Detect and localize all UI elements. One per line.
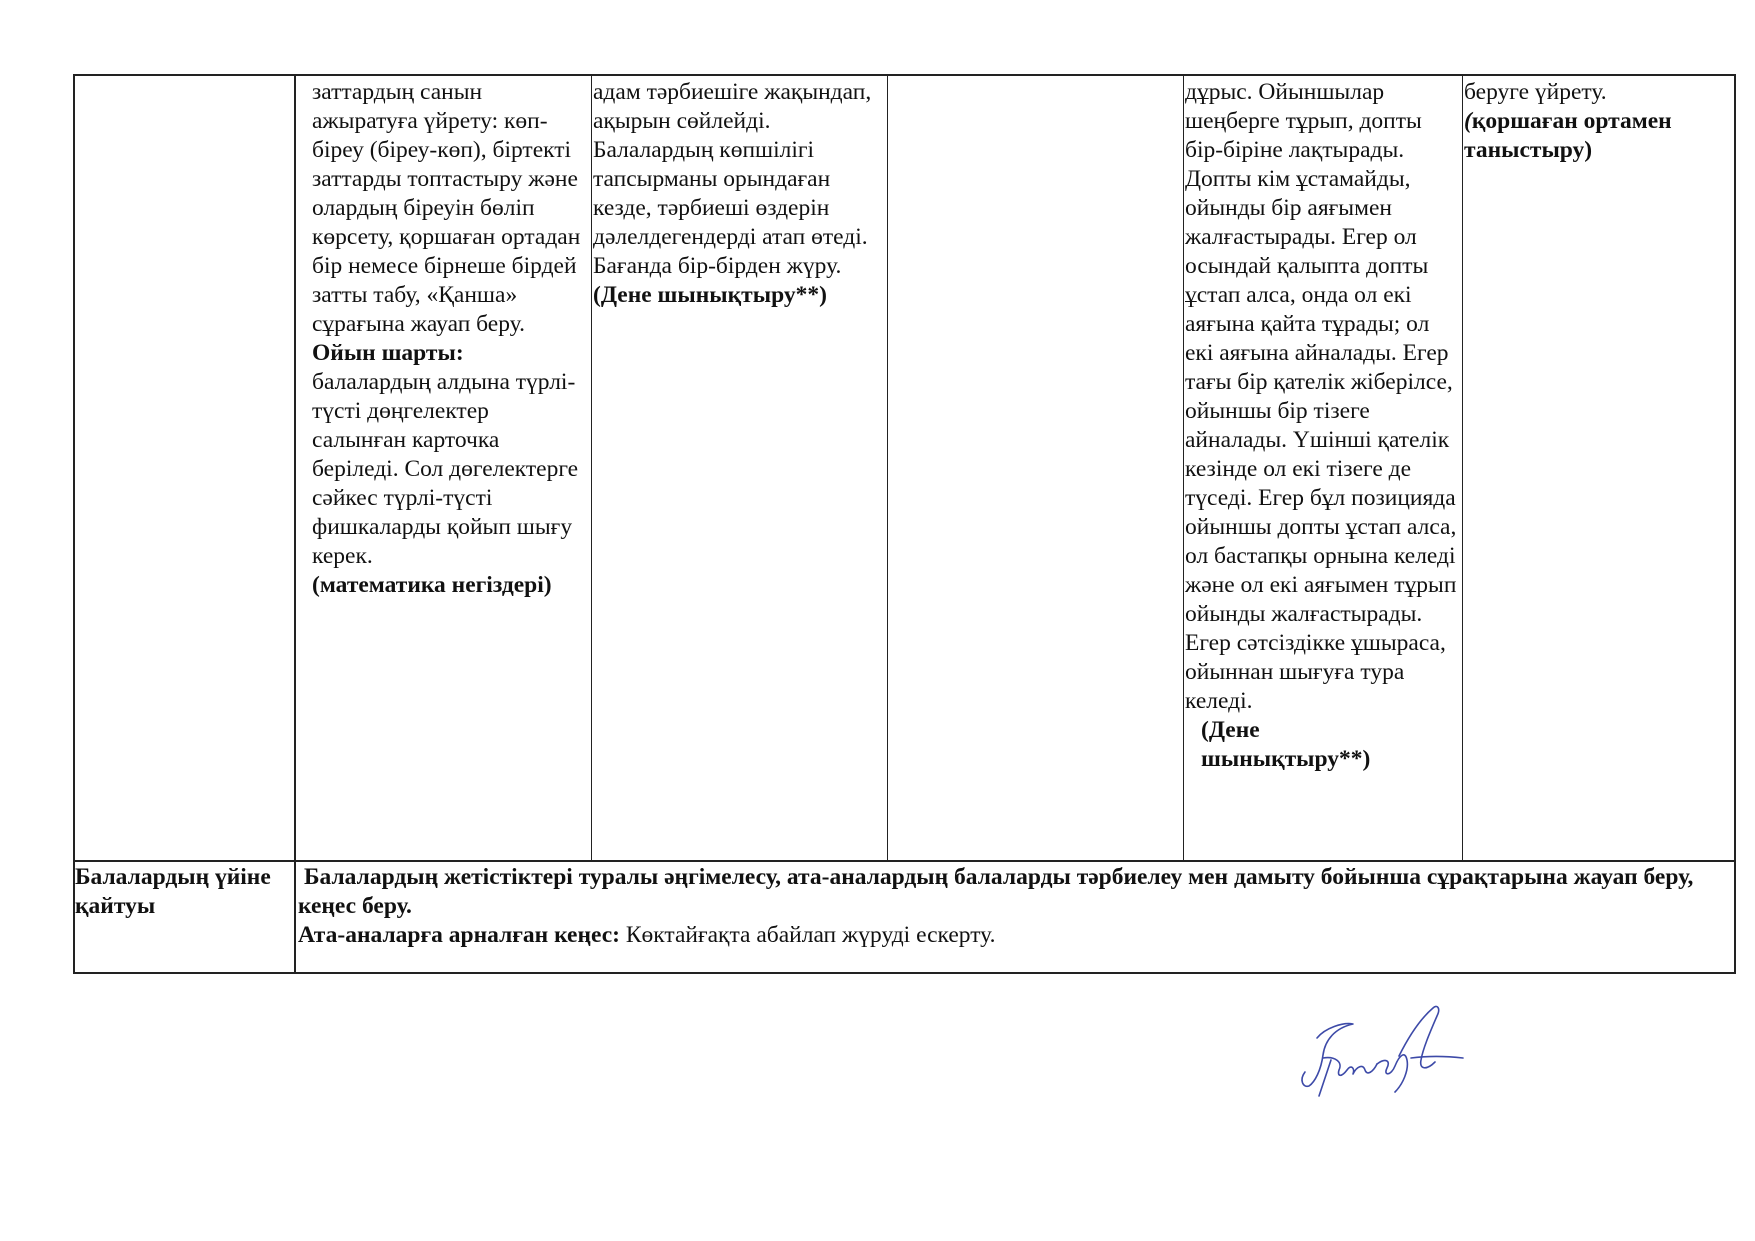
environment-text: беруге үйрету. (1464, 79, 1607, 105)
subject-pe-2: (Дене шынықтыру**) (1201, 717, 1371, 772)
cell-parents (298, 863, 1728, 950)
environment-label: қоршаған ортамен таныстыру) (1464, 108, 1672, 163)
table-border-right (1734, 74, 1736, 974)
game-rule-label: Ойын шарты: (312, 340, 464, 366)
signature (1295, 1000, 1465, 1110)
col-divider-5 (1462, 74, 1463, 861)
math-game-text: заттардың санын ажыратуға үйрету: көп-біреу (біреу-көп), біртекті заттарды топтастыру және олардың біреуін бөліп көрсету, қоршаған ортадан бір немесе бірнеше бірдей затты табу, «Қанша» сұрағына жауап беру. (312, 79, 581, 337)
parents-conversation: Балалардың жетістіктері туралы әңгімелесу, ата-аналардың балаларды тәрбиелеу мен дамыту бойынша сұрақтарына жауап беру, кеңес беру. (298, 864, 1694, 919)
row-divider (73, 860, 1736, 862)
col-divider-2 (591, 74, 592, 861)
advice-text: Көктайғақта абайлап жүруді ескерту. (625, 922, 996, 948)
col-divider-1 (294, 74, 296, 974)
walk-text: адам тәрбиешіге жақындап, ақырын сөйлейді. Балалардың көпшілігі тапсырманы орындаған кезде, тәрбиеші өздерін дәлелдегендерді атап өтеді. Бағанда бір-бірден жүру. (593, 79, 872, 279)
col-divider-3 (887, 74, 888, 861)
table-border-left (73, 74, 75, 974)
ball-game-text: дұрыс. Ойыншылар шеңберге тұрып, допты бір-біріне лақтырады. Допты кім ұстамайды, ойынды бір аяғымен жалғастырады. Егер ол осындай қалыпта допты ұстап алса, онда ол екі аяғына қайта тұрады; ол екі аяғына айналады. Егер тағы бір қателік жіберілсе, ойыншы бір тізеге айналады. Үшінші қателік кезінде ол екі тізеге де түседі. Егер бұл позицияда ойыншы допты ұстап алса, ол бастапқы орнына келеді және ол екі аяғымен тұрып ойынды жалғастырады. Егер сәтсіздікке ұшыраса, ойыннан шығуға тура келеді. (1185, 79, 1457, 714)
subject-math: (математика негіздері) (312, 572, 552, 598)
italic-paren: ( (1464, 108, 1472, 134)
row-label-going-home: Балалардың үйіне қайтуы (75, 864, 271, 919)
cell-environment (1464, 78, 1732, 165)
col-divider-4 (1183, 74, 1184, 861)
subject-pe-1: (Дене шынықтыру**) (593, 282, 827, 308)
cell-ball-game (1185, 78, 1460, 774)
cell-math-game (312, 78, 584, 600)
schedule-table (73, 74, 1736, 974)
table-border-top (73, 74, 1736, 76)
subject-environment (1464, 107, 1732, 165)
table-border-bottom (73, 972, 1736, 974)
parents-advice (298, 921, 1728, 950)
advice-label: Ата-аналарға арналған кеңес: (298, 922, 620, 948)
cell-walk (593, 78, 885, 310)
game-rule-text: балалардың алдына түрлі-түсті дөңгелектер салынған карточка беріледі. Сол дөгелектерге сәйкес түрлі-түсті фишкаларды қойып шығу керек. (312, 369, 579, 569)
